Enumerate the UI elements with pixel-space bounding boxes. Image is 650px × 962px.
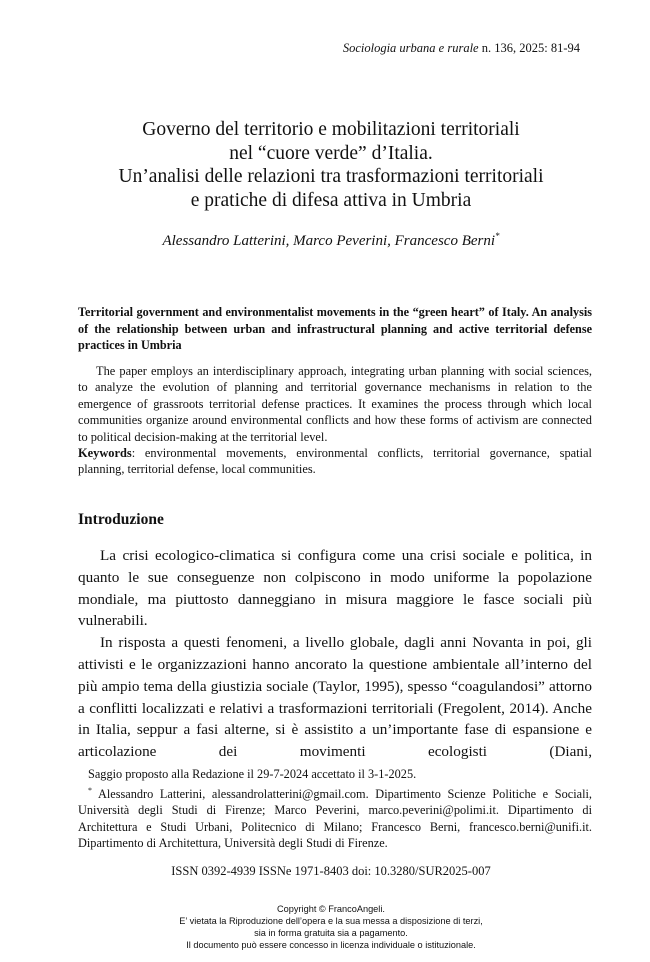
- title-line: Un’analisi delle relazioni tra trasformazioni territoriali: [118, 166, 544, 187]
- affiliation-text: Alessandro Latterini, alessandrolatterini@gmail.com. Dipartimento Scienze Politiche e Sociali, Università degli Studi di Firenze; Marco Peverini, marco.peverini@polimi.it. Dipartimento di Architettura e Studi Urbani, Politecnico di Milano; Francesco Berni, francesco.berni@unifi.it. Dipartimento di Architettura, Università degli Studi di Firenze.: [78, 786, 592, 851]
- keywords-label: Keywords: [78, 446, 132, 461]
- body-paragraph: In risposta a questi fenomeni, a livello globale, dagli anni Novanta in poi, gli attivisti e le organizzazioni hanno ancorato la questione ambientale all’interno del più ampio tema della giustizia sociale (Taylor, 1995), spesso “coagulandosi” attorno a conflitti localizzati e relativi a trasformazioni territoriali (Fregolent, 2014). Anche in Italia, seppur a fasi alterne, si è assistito a un’importante fase di espansione e articolazione dei movimenti ecologisti (Diani,: [78, 634, 592, 761]
- author-names: Alessandro Latterini, Marco Peverini, Francesco Berni: [162, 233, 496, 249]
- title-line: Governo del territorio e mobilitazioni territoriali: [142, 119, 520, 140]
- body-paragraph: La crisi ecologico-climatica si configura come una crisi sociale e politica, in quanto le sue conseguenze non colpiscono in modo uniforme la popolazione mondiale, ma piuttosto danneggiano in misura maggiore le fasce sociali più vulnerabili.: [78, 547, 592, 630]
- abstract-text: The paper employs an interdisciplinary approach, integrating urban planning with social sciences, to analyze the evolution of planning and territorial governance mechanisms in relation to the emergence of grassroots territorial defense practices. It examines the process through which local communities organize around environmental conflicts and how these forms of activism are connected to political decision-making at the territorial level.: [78, 364, 592, 444]
- body-text: [78, 545, 592, 763]
- journal-name: Sociologia urbana e rurale: [342, 41, 479, 55]
- author-line: [70, 231, 592, 250]
- footnote-marker: *: [88, 785, 92, 795]
- copyright-line: Copyright © FrancoAngeli.: [277, 904, 385, 914]
- copyright-line: E’ vietata la Riproduzione dell’opera e la sua messa a disposizione di terzi,: [179, 916, 483, 926]
- issn-line: ISSN 0392-4939 ISSNe 1971-8403 doi: 10.3280/SUR2025-007: [171, 864, 491, 878]
- running-header: [343, 41, 580, 56]
- submission-note: Saggio proposto alla Redazione il 29-7-2024 accettato il 3-1-2025.: [88, 767, 417, 781]
- copyright-line: sia in forma gratuita sia a pagamento.: [254, 928, 408, 938]
- keywords-list: : environmental movements, environmental conflicts, territorial governance, spatial planning, territorial defense, local communities.: [78, 446, 592, 477]
- abstract: [78, 363, 592, 478]
- title-line: e pratiche di difesa attiva in Umbria: [190, 189, 472, 211]
- english-title: Territorial government and environmentalist movements in the “green heart” of Italy. An analysis of the relationship between urban and infrastructural planning and active territorial defense practices in Umbria: [78, 305, 592, 352]
- copyright-line: Il documento può essere concesso in licenza individuale o istituzionale.: [186, 940, 476, 950]
- section-heading: Introduzione: [78, 511, 164, 528]
- footnotes: [78, 766, 592, 852]
- article-title: [70, 118, 592, 212]
- title-line: nel “cuore verde” d’Italia.: [229, 142, 433, 164]
- author-footnote-marker: *: [495, 231, 500, 241]
- issue-info: n. 136, 2025: 81-94: [481, 41, 580, 55]
- copyright-notice: [70, 903, 592, 951]
- keywords: [78, 445, 592, 478]
- affiliation-note: [78, 783, 592, 852]
